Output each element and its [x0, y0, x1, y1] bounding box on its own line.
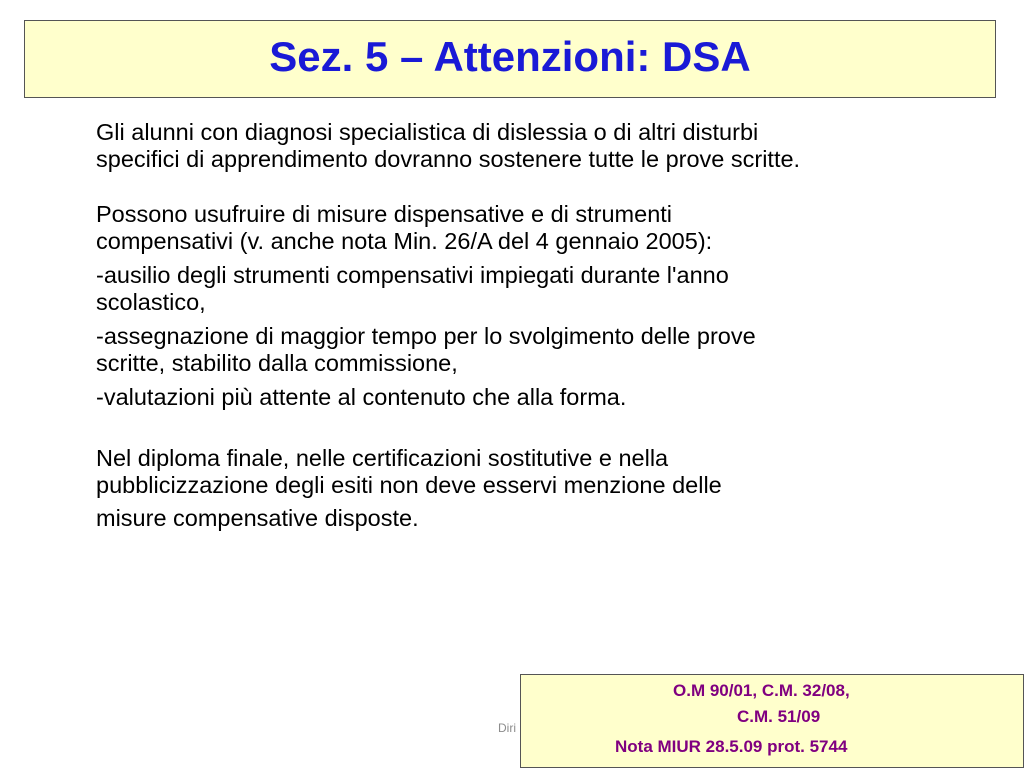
paragraph-line: specifici di apprendimento dovranno sostenere tutte le prove scritte. — [96, 146, 801, 172]
bullet-line: scritte, stabilito dalla commissione, — [96, 350, 458, 376]
bullet-item — [96, 323, 1024, 377]
footer-text: Diri — [498, 721, 516, 735]
paragraph-line: pubblicizzazione degli esiti non deve esservi menzione delle — [96, 472, 722, 498]
paragraph-line: Nel diploma finale, nelle certificazioni sostitutive e nella — [96, 445, 669, 471]
paragraph-measures — [96, 201, 1024, 255]
bullet-item — [96, 262, 1024, 316]
slide-body — [96, 119, 1024, 532]
bullet-item — [96, 384, 1024, 411]
paragraph-line: compensativi (v. anche nota Min. 26/A del 4 gennaio 2005): — [96, 228, 713, 254]
paragraph-line: Gli alunni con diagnosi specialistica di dislessia o di altri disturbi — [96, 119, 759, 145]
paragraph-diploma — [96, 445, 1024, 532]
bullet-line: scolastico, — [96, 289, 206, 315]
bullet-line: -valutazioni più attente al contenuto che alla forma. — [96, 384, 627, 410]
reference-line: C.M. 51/09 — [737, 707, 821, 726]
paragraph-requirements — [96, 119, 1024, 173]
paragraph-line: misure compensative disposte. — [96, 505, 419, 531]
bullet-line: -assegnazione di maggior tempo per lo svolgimento delle prove — [96, 323, 756, 349]
reference-line: Nota MIUR 28.5.09 prot. 5744 — [615, 737, 848, 756]
references-box — [520, 674, 1024, 768]
reference-line: O.M 90/01, C.M. 32/08, — [673, 681, 850, 700]
title-box — [24, 20, 996, 98]
bullet-line: -ausilio degli strumenti compensativi impiegati durante l'anno — [96, 262, 729, 288]
paragraph-line: Possono usufruire di misure dispensative e di strumenti — [96, 201, 673, 227]
slide-title: Sez. 5 – Attenzioni: DSA — [269, 33, 751, 80]
